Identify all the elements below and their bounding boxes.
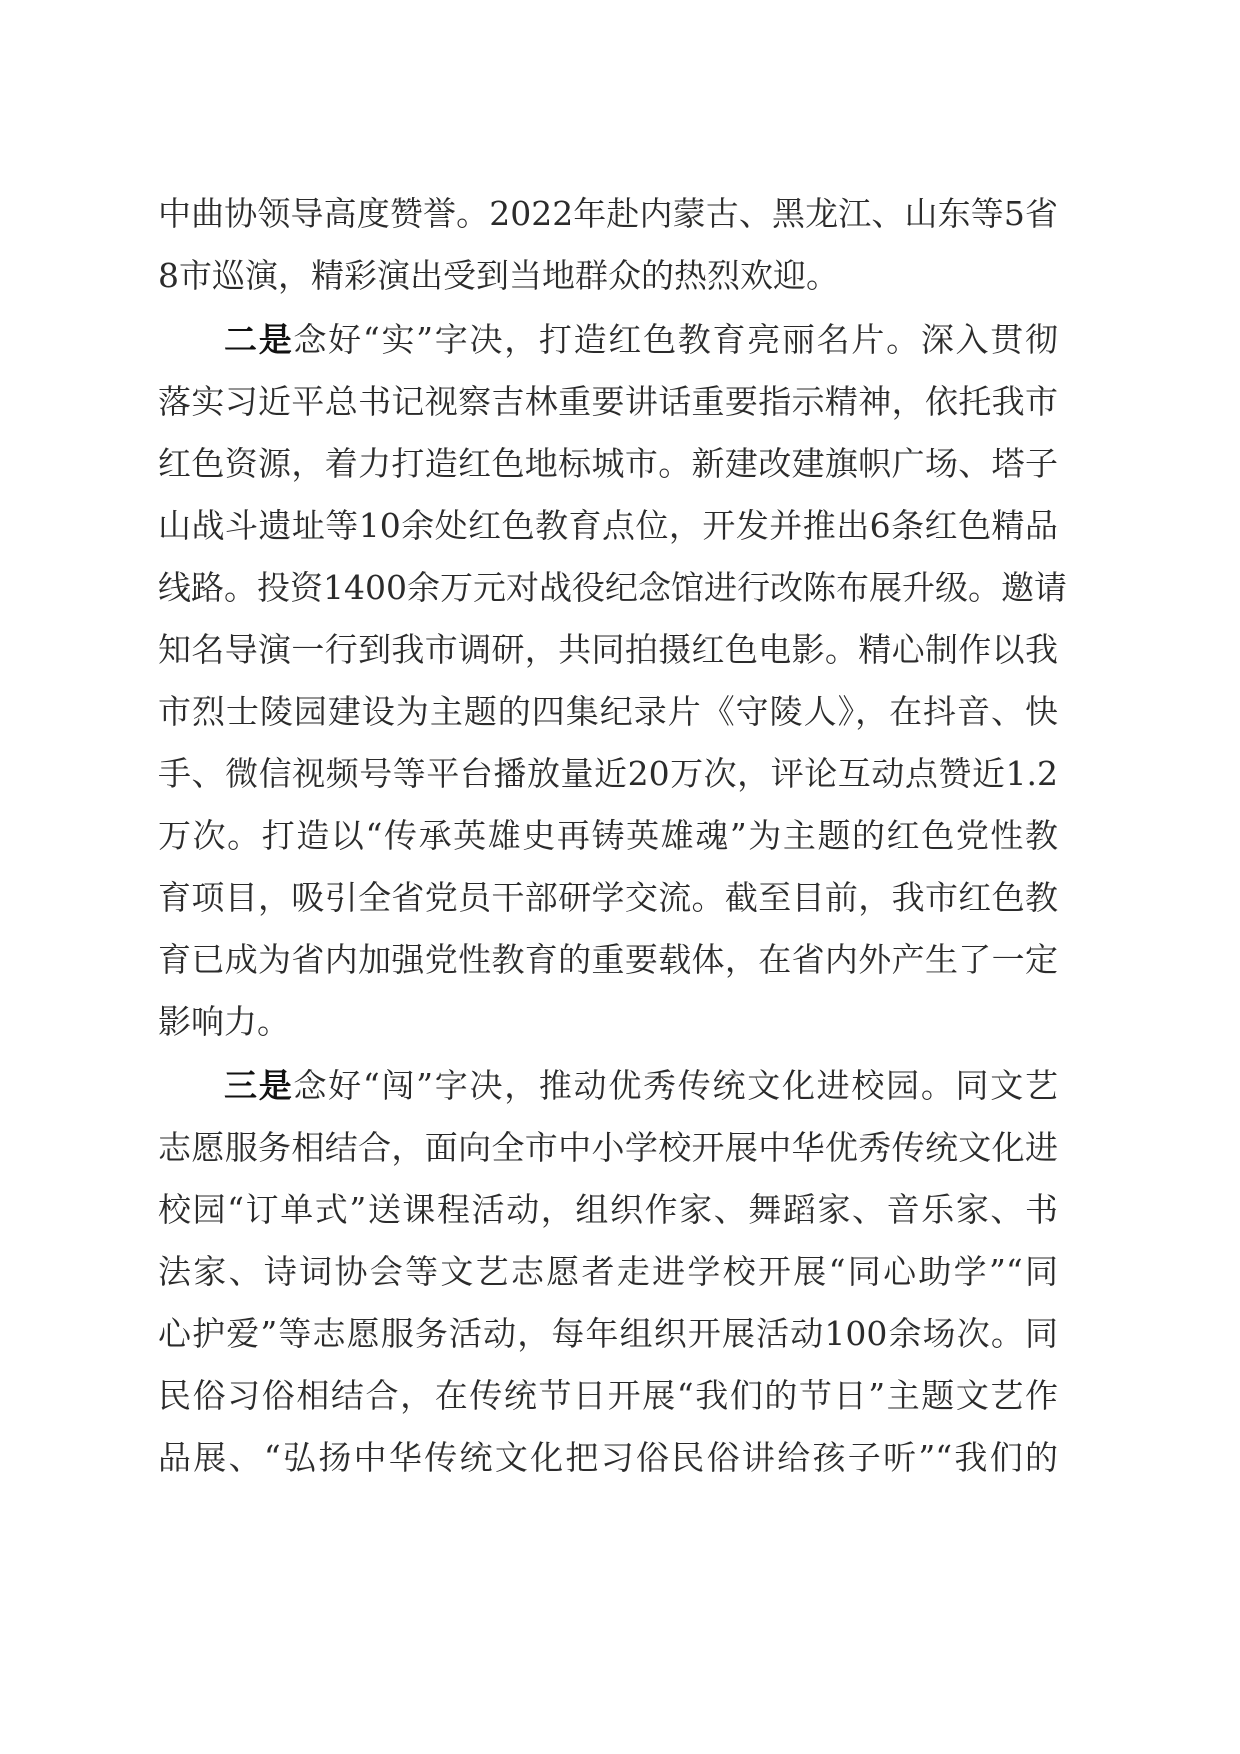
body-text-line: 市烈士陵园建设为主题的四集纪录片《守陵人》，在抖音、快 — [158, 692, 1058, 731]
body-text-line: 民俗习俗相结合，在传统节日开展“我们的节日”主题文艺作 — [158, 1376, 1058, 1415]
body-text-line: 育项目，吸引全省党员干部研学交流。截至目前，我市红色教 — [158, 878, 1058, 917]
body-text-line: 手、微信视频号等平台播放量近20万次，评论互动点赞近1.2 — [158, 754, 1058, 793]
body-text-line: 法家、诗词协会等文艺志愿者走进学校开展“同心助学”“同 — [158, 1252, 1058, 1291]
body-text-line: 落实习近平总书记视察吉林重要讲话重要指示精神，依托我市 — [158, 382, 1058, 421]
body-text-line: 影响力。 — [158, 1002, 290, 1041]
paragraph-first-line — [224, 310, 1058, 370]
body-text-line: 山战斗遗址等10余处红色教育点位，开发并推出6条红色精品 — [158, 506, 1058, 545]
body-text-line: 万次。打造以“传承英雄史再铸英雄魂”为主题的红色党性教 — [158, 816, 1058, 855]
body-text-line: 知名导演一行到我市调研，共同拍摄红色电影。精心制作以我 — [158, 630, 1058, 669]
body-text-line: 红色资源，着力打造红色地标城市。新建改建旗帜广场、塔子 — [158, 444, 1058, 483]
body-text-line: 8市巡演，精彩演出受到当地群众的热烈欢迎。 — [158, 256, 839, 295]
paragraph-first-line — [224, 1056, 1058, 1116]
paragraph-lead: 二是 — [224, 320, 294, 359]
paragraph-first-line-text: 念好“闯”字决，推动优秀传统文化进校园。同文艺 — [293, 1066, 1058, 1105]
paragraph-first-line-text: 念好“实”字决，打造红色教育亮丽名片。深入贯彻 — [293, 320, 1058, 359]
body-text-line: 育已成为省内加强党性教育的重要载体，在省内外产生了一定 — [158, 940, 1058, 979]
body-text-line: 志愿服务相结合，面向全市中小学校开展中华优秀传统文化进 — [158, 1128, 1058, 1167]
body-text-line: 线路。投资1400余万元对战役纪念馆进行改陈布展升级。邀请 — [158, 568, 1067, 607]
body-text-line: 品展、“弘扬中华传统文化把习俗民俗讲给孩子听”“我们的 — [158, 1438, 1058, 1477]
body-text-line: 心护爱”等志愿服务活动，每年组织开展活动100余场次。同 — [158, 1314, 1058, 1353]
body-text-line: 中曲协领导高度赞誉。2022年赴内蒙古、黑龙江、山东等5省 — [158, 194, 1058, 233]
paragraph-lead: 三是 — [224, 1066, 294, 1105]
body-text-line: 校园“订单式”送课程活动，组织作家、舞蹈家、音乐家、书 — [158, 1190, 1058, 1229]
